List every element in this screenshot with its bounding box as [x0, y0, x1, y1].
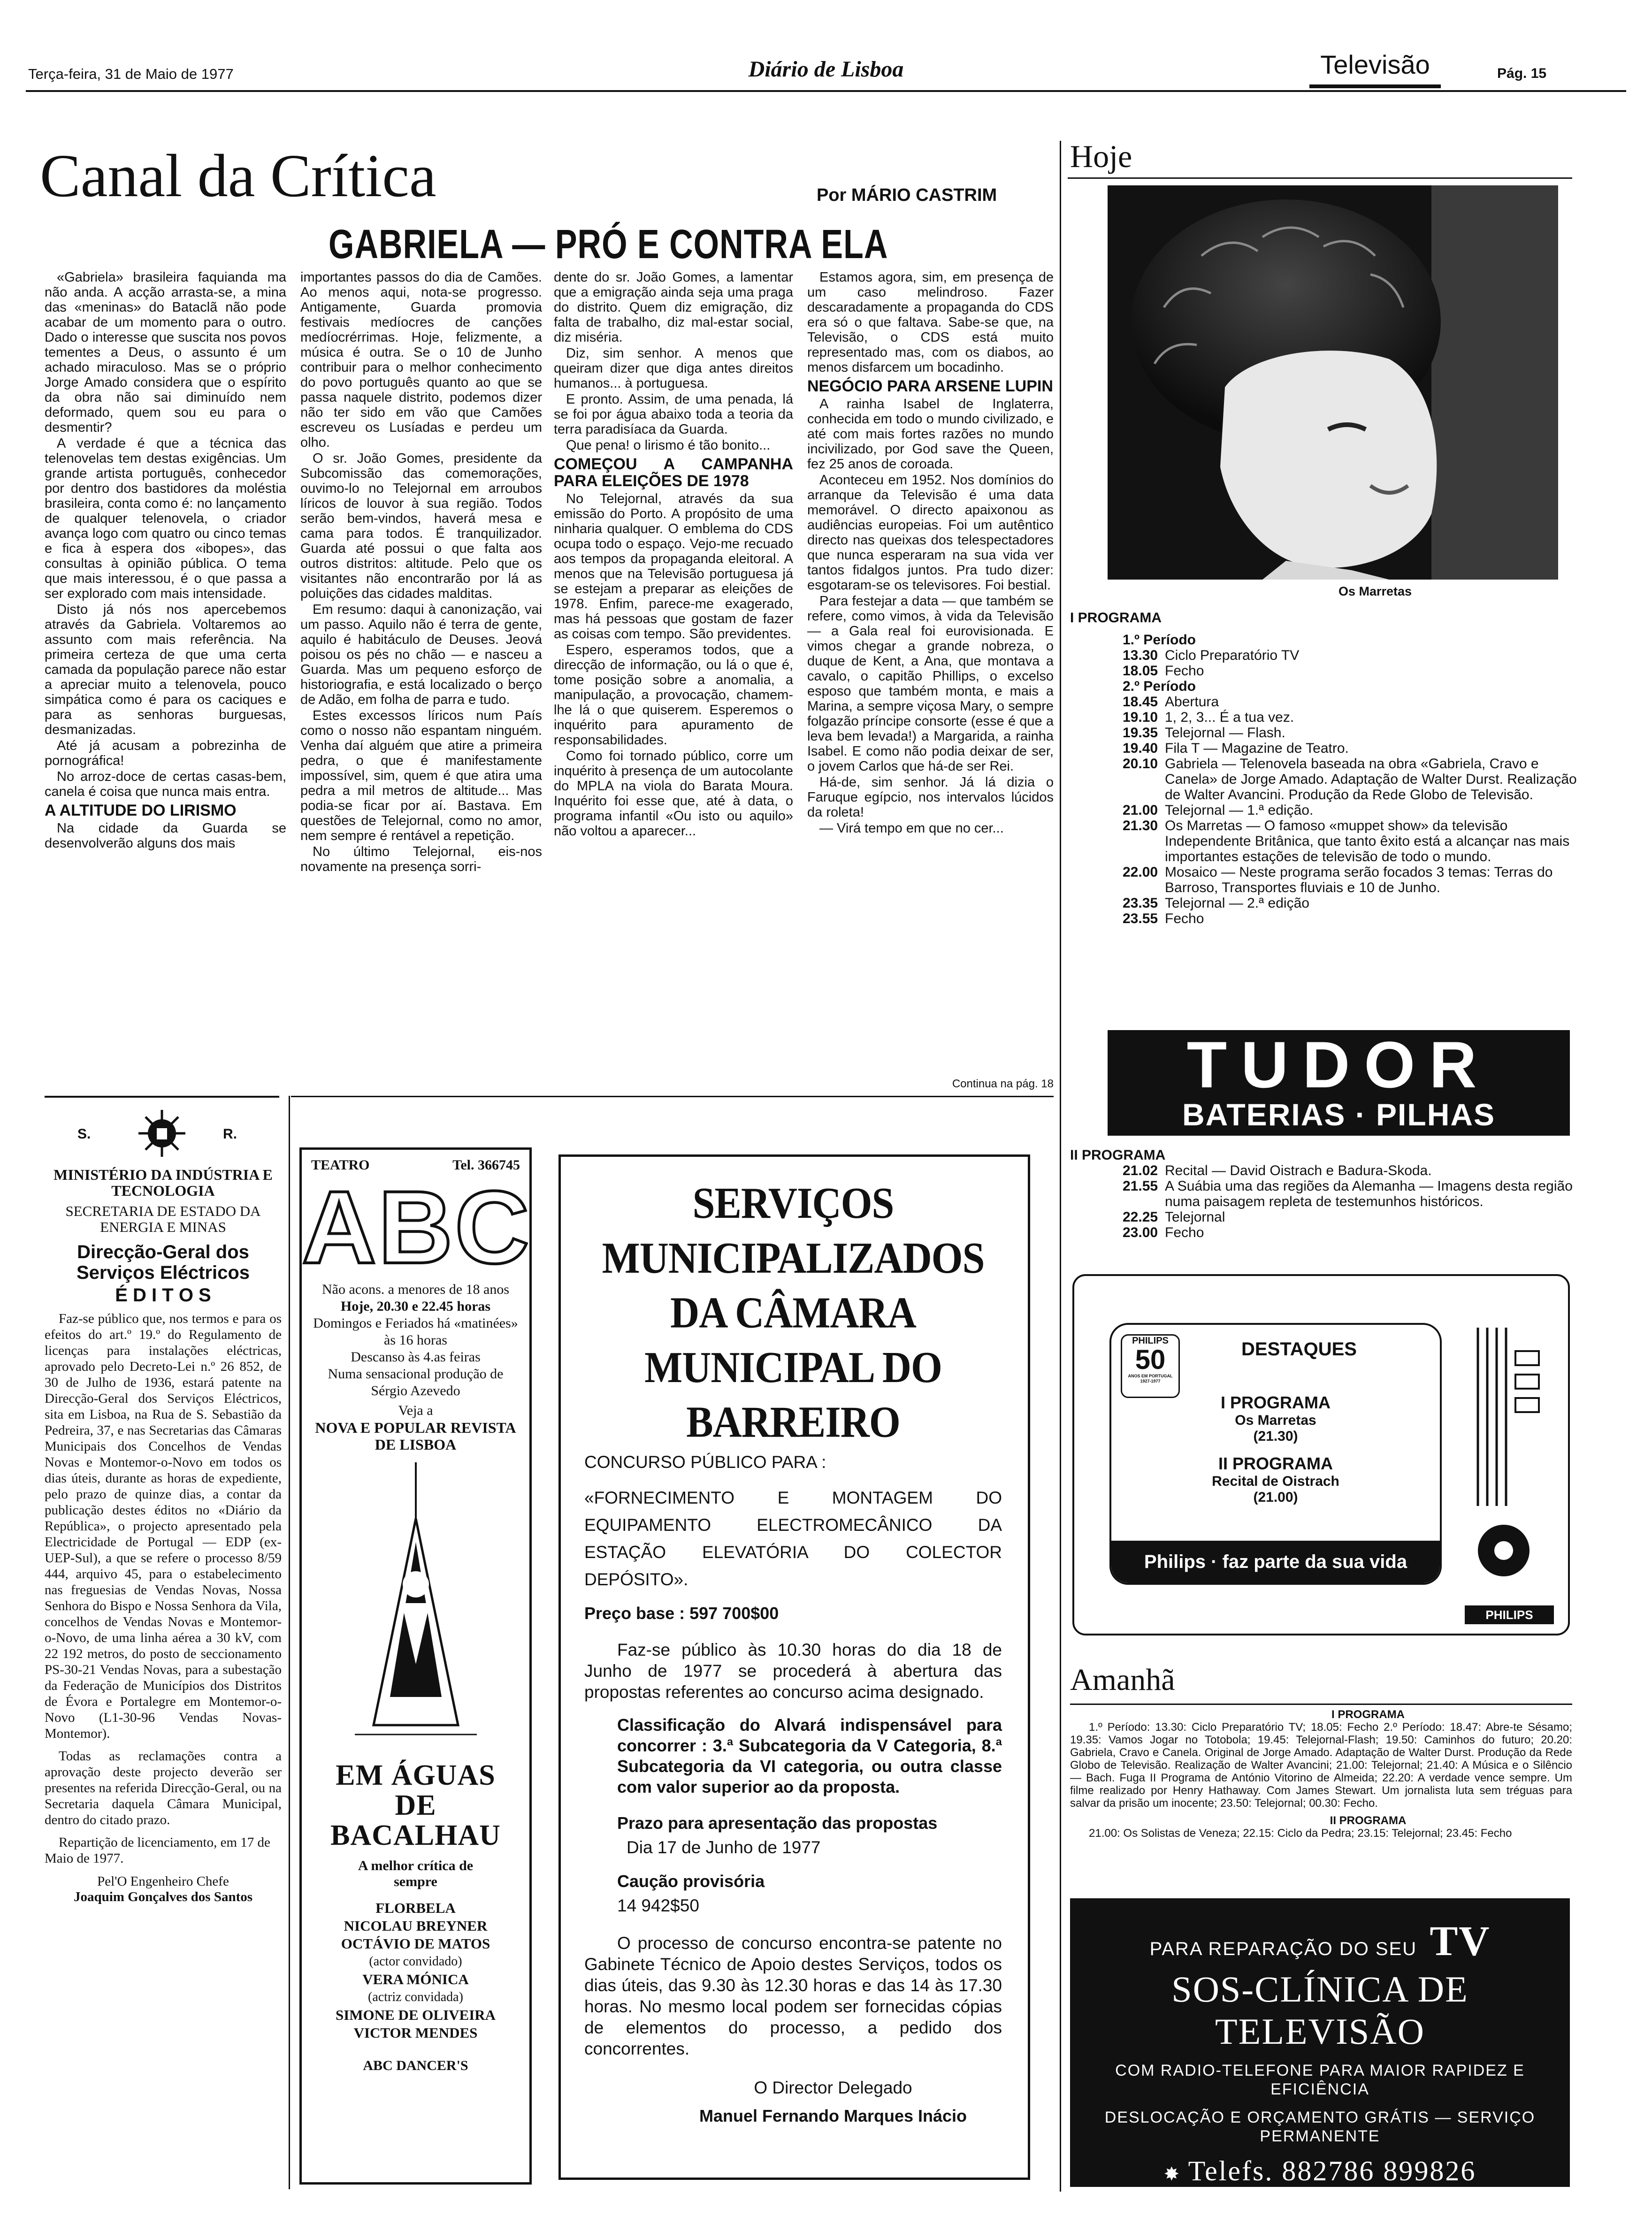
schedule-desc: Abertura: [1165, 694, 1219, 710]
sos-phones: [1070, 2155, 1570, 2187]
hoje-title-rule: [1068, 177, 1572, 179]
deposit-amount: 14 942$50: [617, 1896, 699, 1915]
edital-top-rule: [45, 1096, 279, 1098]
destaque-show: Recital de Oistrach: [1212, 1474, 1339, 1489]
schedule-time: 19.35: [1123, 725, 1158, 741]
schedule-row: [1123, 648, 1577, 663]
amanha-programa-1-text: 1.º Período: 13.30: Ciclo Preparatório TV; 18.05: Fecho 2.º Período: 18.47: Abre-te Sésamo; 19.35: Vamos Jogar no Totobola; 19.45: Telejornal-Flash; 19.50: Caminhos do futuro; 20.20: Gabriela, Cravo e Canela. Original de Jorge Amado. Adaptação de Walter Durst. Produção da Rede Globo de Televisão. Realização de Walter Avancini; 21.00: Telejornal; 21.40: A Música e o Silêncio — Bach. Fuga II Programa de António Vitorino de Almeida; 22.20: A verdade vence sempre. Um filme realizado por Henry Hathaway. Com James Stewart. Um jornalista luta sem tréguas para salvar da prisão um inocente; 23.50: Telejornal; 00.30: Fecho.: [1070, 1721, 1572, 1810]
abc-info-line: Domingos e Feriados há «matinées» às 16 horas: [313, 1315, 518, 1348]
director-title: O Director Delegado: [754, 2078, 912, 2097]
schedule-row: [1123, 756, 1577, 802]
schedule-list: [1070, 1163, 1577, 1240]
concurso-object: «FORNECIMENTO E MONTAGEM DO EQUIPAMENTO ELECTROMECÂNICO DA ESTAÇÃO ELEVATÓRIA DO COLECTOR DEPÓSITO».: [584, 1488, 1002, 1589]
ministry-name: MINISTÉRIO DA INDÚSTRIA E TECNOLOGIA: [54, 1166, 273, 1199]
paragraph: Estes excessos líricos num País como o nosso não espantam ninguém. Venha daí alguém que atire a primeira pedra, o que é manifestamente impossível, sim, quem é que atira uma pedra a mil metros de altitude... Mas podia-se ficar por aí. Bastava. Em questões de Telejornal, como no amor, nem sempre é rentável a repetição.: [300, 708, 542, 843]
paragraph: importantes passos do dia de Camões. Ao menos aqui, nota-se progresso. Antigamente, Guarda promovia festivais medíocres de canções medíocrérrimas. Hoje, felizmente, a música é outra. Se o 10 de Junho contribuir para o melhor conhecimento do povo português quanto ao que se passa naquele distrito, podemos dizer não ter sido em vão que Camões escreveu os Lusíadas e perdeu um olho.: [300, 270, 542, 450]
periodo-label: 2.º Período: [1123, 679, 1196, 694]
schedule-time: 23.35: [1123, 895, 1158, 911]
barreiro-concurso-ad: [558, 1154, 1030, 2180]
abc-info-line: Numa sensacional produção de Sérgio Azevedo: [328, 1366, 504, 1398]
badge-brand: PHILIPS: [1132, 1336, 1169, 1346]
paragraph: No arroz-doce de certas casas-bem, canela é coisa que nunca mais entra.: [45, 769, 286, 799]
sos-line-1: PARA REPARAÇÃO DO SEU: [1149, 1939, 1417, 1959]
schedule-desc: Telejornal — Flash.: [1165, 725, 1285, 741]
abc-teatro-label: TEATRO: [311, 1157, 370, 1173]
figure-illustration-icon: [345, 1462, 486, 1753]
schedule-row: [1123, 1225, 1577, 1240]
cast-note: (actriz convidada): [368, 1990, 463, 2004]
philips-tv-ad: [1072, 1274, 1570, 1635]
emblem-right-letter: R.: [223, 1126, 237, 1142]
barreiro-paragraph: Faz-se público às 10.30 horas do dia 18 de Junho de 1977 se procederá à abertura das propostas referentes ao concurso acima designado.: [584, 1640, 1002, 1702]
programa-label: I PROGRAMA: [1331, 1708, 1405, 1721]
cast-note: (actor convidado): [369, 1954, 462, 1969]
schedule-desc: Mosaico — Neste programa serão focados 3 temas: Terras do Barroso, Transportes fluviais e 10 de Junho.: [1165, 864, 1553, 895]
schedule-row: [1123, 725, 1577, 741]
schedule-time: 22.00: [1123, 864, 1158, 880]
paragraph: Aconteceu em 1952. Nos domínios do arranque da Televisão é uma data memorável. O directo apaixonou as audiências europeias. Foi um autêntico directo nas queixas dos telespectadores que nunca esperaram na sua vida ver tantos fidalgos juntos. Pra tudo dizer: esgotaram-se os televisores. Foi bestial.: [807, 473, 1054, 593]
schedule-desc: Ciclo Preparatório TV: [1165, 648, 1300, 663]
schedule-time: 21.55: [1123, 1178, 1158, 1194]
hoje-schedule: [1070, 610, 1577, 926]
sos-tv: TV: [1430, 1918, 1491, 1964]
continued-note: Continua na pág. 18: [952, 1077, 1054, 1090]
destaque-show: Os Marretas: [1235, 1413, 1316, 1428]
base-price: Preço base : 597 700$00: [584, 1604, 779, 1623]
star-icon: ✸: [1163, 2164, 1180, 2185]
schedule-time: 23.00: [1123, 1225, 1158, 1240]
os-marretas-photo: [1108, 185, 1558, 580]
schedule-time: 22.25: [1123, 1209, 1158, 1225]
cast-member: VICTOR MENDES: [353, 2025, 478, 2041]
byline: Por MÁRIO CASTRIM: [817, 185, 997, 205]
schedule-row: [1123, 663, 1577, 679]
schedule-desc: Telejornal: [1165, 1209, 1225, 1225]
schedule-list: [1070, 694, 1577, 926]
barreiro-paragraph: Classificação do Alvará indispensável para concorrer : 3.ª Subcategoria da V Categoria, 8.ª Subcategoria da VI categoria, ou outra classe com valor superior ao da proposta.: [617, 1715, 1002, 1796]
destaques-title: DESTAQUES: [1241, 1339, 1357, 1360]
article-bottom-rule: [291, 1096, 1054, 1097]
paragraph: Até já acusam a pobrezinha de pornográfica!: [45, 738, 286, 768]
edital-body: Faz-se público que, nos termos e para os efeitos do art.º 19.º do Regulamento de licenças para instalações eléctricas, aprovado pelo Decreto-Lei n.º 26 852, de 30 de Julho de 1936, estará patente na Direcção-Geral dos Serviços Eléctricos, sita em Lisboa, na Rua de S. Sebastião da Pedreira, 37, e nas Secretarias das Câmaras Municipais dos Concelhos de Vendas Novas e Montemor-o-Novo em todos os dias úteis, durante as horas de expediente, pelo prazo de quinze dias, a contar da publicação destes éditos no «Diário da República», o projecto apresentado pela Electricidade de Portugal — EDP (ex-UEP-Sul), a que se refere o processo 8/59 444, arquivo 45, para o estabelecimento nas freguesias de Vendas Novas, Nossa Senhora do Bispo e Nossa Senhora da Vila, concelhos de Vendas Novas e Montemor-o-Novo, de uma linha aérea a 30 kV, com 22 192 metros, do posto de seccionamento PS-30-21 Vendas Novas, para a subestação da Federação de Municípios dos Distritos de Évora e Portalegre em Montemor-o-Novo (L1-30-96 Vendas Novas-Montemor).: [45, 1311, 282, 1741]
sos-line-3: COM RADIO-TELEFONE PARA MAIOR RAPIDEZ E EFICIÊNCIA: [1115, 2062, 1525, 2098]
abc-phone: Tel. 366745: [452, 1157, 520, 1173]
section-name: Televisão: [1320, 50, 1430, 79]
paragraph: No último Telejornal, eis-nos novamente na presença sorri-: [300, 844, 542, 874]
destaque-programa: I PROGRAMA: [1221, 1393, 1331, 1412]
barreiro-paragraph: O processo de concurso encontra-se patente no Gabinete Técnico de Apoio destes Serviços, todos os dias úteis, das 9.30 às 12.30 horas e das 14 às 17.30 horas. No mesmo local podem ser fornecidas cópias de elementos do processo, a pedido dos concorrentes.: [584, 1933, 1002, 2058]
schedule-time: 19.40: [1123, 741, 1158, 756]
schedule-desc: Telejornal — 1.ª edição.: [1165, 802, 1314, 818]
subheading: NEGÓCIO PARA ARSENE LUPIN: [807, 377, 1053, 395]
tv-brand-plate: PHILIPS: [1465, 1605, 1554, 1624]
schedule-row: [1123, 694, 1577, 710]
programa-2-schedule: [1070, 1147, 1577, 1240]
abc-info: [302, 1281, 529, 1453]
schedule-row: [1123, 802, 1577, 818]
subheading: A ALTITUDE DO LIRISMO: [45, 802, 237, 819]
schedule-desc: Fecho: [1165, 1225, 1204, 1240]
page-number: Pág. 15: [1497, 66, 1547, 81]
schedule-list: [1070, 648, 1577, 679]
paragraph: «Gabriela» brasileira faquianda ma não anda. A acção arrasta-se, a mina das «meninas» do Bataclã não pode acabar de um momento para o outro. Dado o interesse que suscita nos povos tementes a Deus, o assunto é um achado miraculoso. Mas se o próprio Jorge Amado considera que o espírito da obra não sai diminuído nem deformado, quem sou eu para o desmentir?: [45, 270, 286, 435]
paragraph: A verdade é que a técnica das telenovelas tem destas exigências. Um grande artista português, conhecedor por dentro dos bastidores da moléstia brasileira, conta como é: no lançamento de qualquer telenovela, o criador avança logo com quatro ou cinco temas e fica à espera dos «ibopes», das consultas à opinião pública. O tema que mais interessou, é o que passa a ser explorado com mais intensidade.: [45, 436, 286, 601]
schedule-time: 18.05: [1123, 663, 1158, 679]
anniversary-badge: [1121, 1334, 1180, 1398]
badge-years: ANOS EM PORTUGAL 1927-1977: [1128, 1374, 1173, 1383]
editos-title: É D I T O S: [115, 1285, 211, 1306]
tudor-ad: [1108, 1030, 1570, 1136]
article-column-2: [300, 270, 542, 875]
cast-member: OCTÁVIO DE MATOS: [341, 1935, 490, 1952]
edital: [45, 1108, 282, 1905]
sos-name: SOS-CLÍNICA DE TELEVISÃO: [1171, 1969, 1468, 2052]
schedule-desc: A Suábia uma das regiões da Alemanha — Imagens desta região numa paisagem repleta de testemunhos históricos.: [1165, 1178, 1573, 1209]
periodo-label: 1.º Período: [1123, 632, 1196, 648]
headline: GABRIELA — PRÓ E CONTRA ELA: [329, 221, 888, 267]
paragraph: Diz, sim senhor. A menos que queiram dizer que diga antes direitos humanos... à portuguesa.: [554, 346, 793, 391]
schedule-time: 21.02: [1123, 1163, 1158, 1178]
cast-member: FLORBELA: [375, 1900, 456, 1916]
programa-label: II PROGRAMA: [1330, 1814, 1407, 1827]
photo-caption: Os Marretas: [1338, 584, 1412, 598]
tudor-subtitle: BATERIAS · PILHAS: [1182, 1097, 1496, 1132]
edital-signer-title: Pel'O Engenheiro Chefe: [97, 1874, 229, 1889]
schedule-time: 13.30: [1123, 648, 1158, 663]
edital-date: Repartição de licenciamento, em 17 de Maio de 1977.: [45, 1835, 270, 1866]
paragraph: Disto já nós nos apercebemos através da Gabriela. Voltaremos ao assunto com mais referência. Na primeira certeza de que uma certa camada da população parece não estar a apreciar muito a telenovela, pouco simpática como é para os caciques e para as senhoras burguesas, desmanizadas.: [45, 602, 286, 737]
newspaper-name: Diário de Lisboa: [748, 57, 904, 82]
destaque-time: (21.00): [1253, 1490, 1298, 1505]
cast-member: SIMONE DE OLIVEIRA: [335, 2007, 496, 2023]
schedule-desc: Telejornal — 2.ª edição: [1165, 895, 1309, 911]
programa-label: I PROGRAMA: [1070, 610, 1162, 626]
cast-member: NICOLAU BREYNER: [344, 1918, 488, 1934]
schedule-desc: Os Marretas — O famoso «muppet show» da televisão Independente Britânica, que tanto êxito está a alcançar nas mais importantes estações de televisão de todo o mundo.: [1165, 818, 1570, 864]
coat-of-arms-icon: [136, 1108, 188, 1159]
amanha-title: Amanhã: [1070, 1663, 1175, 1697]
paragraph: Há-de, sim senhor. Já lá dizia o Faruque egípcio, nos intervalos lúcidos da roleta!: [807, 775, 1054, 820]
paragraph: dente do sr. João Gomes, a lamentar que a emigração ainda seja uma praga do distrito. Quem diz emigração, diz falta de trabalho, diz mal-estar social, diz miséria.: [554, 270, 793, 345]
secretaria-name: SECRETARIA DE ESTADO DA ENERGIA E MINAS: [65, 1203, 261, 1235]
cast-list: [302, 1899, 529, 2042]
header-date: Terça-feira, 31 de Maio de 1977: [28, 66, 234, 82]
abc-info-line: Veja a: [398, 1403, 433, 1418]
article-column-3: [554, 270, 793, 840]
schedule-row: [1123, 1209, 1577, 1225]
emblem-left-letter: S.: [77, 1126, 91, 1142]
direccao-name: Direcção-Geral dos Serviços Eléctricos: [76, 1242, 250, 1283]
paragraph: O sr. João Gomes, presidente da Subcomissão das comemorações, ouvimo-lo no Telejornal em arroubos líricos de louvor à sua região. Todos serão bem-vindos, haverá mesa e cama para todos. É tranquilizador. Guarda até possui o que falta aos outros distritos: altitude. Pelo que os visitantes não encontrarão por lá as poluições das cidades malditas.: [300, 451, 542, 601]
schedule-desc: Fecho: [1165, 663, 1204, 679]
schedule-desc: 1, 2, 3... É a tua vez.: [1165, 710, 1294, 725]
deadline-date: Dia 17 de Junho de 1977: [627, 1838, 821, 1857]
barreiro-title: SERVIÇOS MUNICIPALIZADOS DA CÂMARA MUNICIPAL DO BARREIRO: [602, 1178, 985, 1447]
tv-knob-icon: [1459, 1513, 1548, 1588]
show-tagline: A melhor crítica de sempre: [358, 1858, 474, 1889]
sos-line-1-wrap: [1070, 1917, 1570, 1965]
schedule-desc: Gabriela — Telenovela baseada na obra «Gabriela, Cravo e Canela» de Jorge Amado. Adaptação de Walter Durst. Realização de Walter Avancini. Produção da Rede Globo de Televisão.: [1165, 756, 1577, 802]
article-column-4: [807, 270, 1054, 837]
paragraph: Em resumo: daqui à canonização, vai um passo. Aquilo não é terra de gente, aquilo é habitáculo de Deuses. Jeová poisou os pés no chão — e nasceu a Guarda. Mas um pequeno esforço de historiografia, e está localizado o berço de Adão, em folha de parra e tudo.: [300, 602, 542, 707]
schedule-time: 19.10: [1123, 710, 1158, 725]
programa-label: II PROGRAMA: [1070, 1147, 1166, 1163]
destaque-programa: II PROGRAMA: [1218, 1454, 1333, 1473]
schedule-desc: Fila T — Magazine de Teatro.: [1165, 741, 1349, 756]
abc-logo: ABC: [302, 1169, 531, 1285]
abc-info-line: Hoje, 20.30 e 22.45 horas: [340, 1299, 491, 1314]
schedule-row: [1123, 1163, 1577, 1178]
director-name: Manuel Fernando Marques Inácio: [699, 2106, 967, 2125]
column-title: Canal da Crítica: [40, 142, 436, 210]
schedule-time: 21.00: [1123, 802, 1158, 818]
tudor-brand: TUDOR: [1186, 1028, 1491, 1101]
paragraph: Na cidade da Guarda se desenvolverão alguns dos mais: [45, 821, 286, 851]
deposit-label: Caução provisória: [617, 1872, 765, 1891]
divider: [289, 1096, 290, 2189]
destaque-time: (21.30): [1253, 1429, 1298, 1444]
article-column-1: [45, 270, 286, 852]
tv-screen: [1109, 1323, 1442, 1585]
header-rule: [26, 90, 1626, 92]
speaker-grille-icon: [1459, 1323, 1548, 1511]
schedule-row: [1123, 895, 1577, 911]
schedule-row: [1123, 911, 1577, 926]
section-underline: [1309, 84, 1441, 88]
schedule-row: [1123, 1178, 1577, 1209]
schedule-time: 20.10: [1123, 756, 1158, 772]
paragraph: No Telejornal, através da sua emissão do Porto. A propósito de uma ninharia qualquer. O emblema do CDS ocupa todo o espaço. Vejo-me recuado aos tempos da propaganda eleitoral. A menos que na Televisão portuguesa já se estejam a preparar as eleições de 1978. Enfim, parece-me exagerado, mas há pessoas que gostam de fazer as coisas com tempo. São previdentes.: [554, 491, 793, 642]
schedule-row: [1123, 710, 1577, 725]
paragraph: Espero, esperamos todos, que a direcção de informação, ou lá o que é, tome posição sobre a anomalia, a manipulação, a provocação, chamem-lhe lá o que quiserem. Esperemos o inquérito para apuramento de responsabilidades.: [554, 642, 793, 748]
show-title: EM ÁGUAS DE BACALHAU: [330, 1759, 501, 1851]
schedule-desc: Recital — David Oistrach e Badura-Skoda.: [1165, 1163, 1432, 1178]
abc-footer: ABC DANCER'S: [363, 2058, 468, 2073]
schedule-time: 21.30: [1123, 818, 1158, 833]
badge-number: 50: [1135, 1345, 1166, 1375]
subheading: COMEÇOU A CAMPANHA PARA ELEIÇÕES DE 1978: [554, 455, 793, 490]
paragraph: E pronto. Assim, de uma penada, lá se foi por água abaixo toda a teoria da terra paradisíaca da Guarda.: [554, 392, 793, 437]
edital-emblem-row: [45, 1108, 282, 1164]
paragraph: Como foi tornado público, corre um inquérito à presença de um autocolante do MPLA na viola do Barata Moura. Inquérito foi esse que, até à data, o programa infantil «Ou isto ou aquilo» não voltou a aparecer...: [554, 749, 793, 839]
abc-info-line: Descanso às 4.as feiras: [351, 1349, 481, 1365]
schedule-row: [1123, 864, 1577, 895]
amanha-schedule: [1070, 1708, 1572, 1840]
concurso-label: CONCURSO PÚBLICO PARA :: [584, 1452, 826, 1472]
sos-clinica-ad: [1070, 1898, 1570, 2216]
deadline-label: Prazo para apresentação das propostas: [617, 1813, 938, 1833]
abc-info-line: Não acons. a menores de 18 anos: [321, 1282, 510, 1297]
schedule-desc: Fecho: [1165, 911, 1204, 926]
philips-slogan: Philips · faz parte da sua vida: [1111, 1541, 1440, 1583]
schedule-time: 18.45: [1123, 694, 1158, 710]
schedule-time: 23.55: [1123, 911, 1158, 926]
abc-theatre-ad: [299, 1147, 532, 2185]
tv-control-panel: [1459, 1323, 1548, 1586]
paragraph: Para festejar a data — que também se refere, como vimos, à vida da Televisão — a Gala real foi eurovisionada. E vimos chegar a grande nobreza, o duque de Kent, a Ana, que montava a cavalo, o capitão Phillips, o excelso esposo que também monta, e mais a Marina, a sempre viçosa Mary, o sempre folgazão príncipe consorte (esse é que a leva bem levada!) a Margarida, a rainha Isabel. E como não podia deixar de ser, o jovem Carlos que há-de ser Rei.: [807, 594, 1054, 774]
paragraph: A rainha Isabel de Inglaterra, conhecida em todo o mundo civilizado, e até com mais fortes razões no mundo incivilizado, por God save the Queen, fez 25 anos de coroada.: [807, 397, 1054, 472]
cast-member: VERA MÓNICA: [362, 1971, 469, 1987]
sos-address: Avenida S. João de Deus, 13-B · Rua Macau, 8: [1151, 2199, 1489, 2216]
sos-phone-numbers: Telefs. 882786 899826: [1188, 2155, 1476, 2186]
sos-line-4: DESLOCAÇÃO E ORÇAMENTO GRÁTIS — SERVIÇO PERMANENTE: [1104, 2109, 1536, 2145]
schedule-row: [1123, 741, 1577, 756]
amanha-rule: [1070, 1704, 1572, 1705]
amanha-programa-2-text: 21.00: Os Solistas de Veneza; 22.15: Ciclo da Pedra; 23.15: Telejornal; 23.45: Fecho: [1089, 1827, 1512, 1840]
hoje-title: Hoje: [1070, 138, 1132, 174]
edital-signer: Joaquim Gonçalves dos Santos: [73, 1889, 253, 1904]
divider: [1060, 141, 1061, 2192]
paragraph: Que pena! o lirismo é tão bonito...: [566, 438, 771, 453]
paragraph: Estamos agora, sim, em presença de um caso melindroso. Fazer descaradamente a propaganda do CDS era só o que faltava. Sabe-se que, na Televisão, o CDS está muito representado mas, com os diabos, ao menos disfarcem um bocadinho.: [807, 270, 1054, 375]
paragraph: — Virá tempo em que no cer...: [819, 821, 1004, 836]
abc-info-line: NOVA E POPULAR REVISTA DE LISBOA: [315, 1419, 516, 1453]
edital-body-2: Todas as reclamações contra a aprovação deste projecto deverão ser presentes na referida Direcção-Geral, ou na Secretaria daquela Câmara Municipal, dentro do citado prazo.: [45, 1749, 282, 1827]
schedule-row: [1123, 818, 1577, 864]
